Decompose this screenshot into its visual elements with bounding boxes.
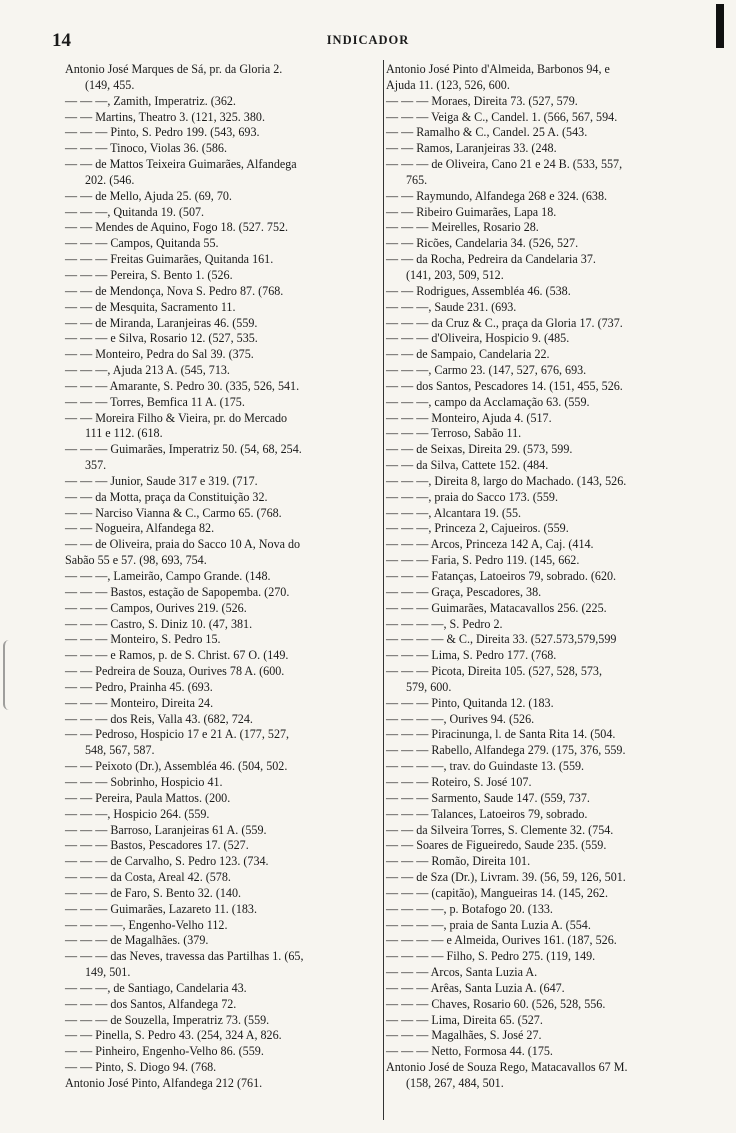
directory-line: — — Pinella, S. Pedro 43. (254, 324 A, 826. — [65, 1028, 282, 1043]
directory-line: — — Peixoto (Dr.), Assembléa 46. (504, 502. — [65, 759, 288, 774]
directory-line: — — — Torres, Bemfica 11 A. (175. — [65, 394, 245, 409]
directory-line: — — de Miranda, Laranjeiras 46. (559. — [65, 315, 258, 330]
directory-line: — — — Castro, S. Diniz 10. (47, 381. — [65, 616, 253, 631]
directory-line: — — Soares de Figueiredo, Saude 235. (559. — [386, 838, 607, 853]
directory-line: — — — Guimarães, Lazareto 11. (183. — [65, 901, 257, 916]
directory-line: 548, 567, 587. — [85, 743, 155, 758]
directory-line: Antonio José Pinto d'Almeida, Barbonos 94, e — [386, 62, 610, 76]
directory-line: — — — Guimarães, Matacavallos 256. (225. — [386, 600, 607, 615]
directory-line: — — — Barroso, Laranjeiras 61 A. (559. — [65, 822, 267, 837]
page-edge-mark — [716, 4, 724, 48]
directory-line: — — —, Hospicio 264. (559. — [65, 806, 210, 821]
directory-line: — — —, Quitanda 19. (507. — [65, 204, 205, 219]
directory-line: — — — Fatanças, Latoeiros 79, sobrado. (620. — [386, 569, 617, 583]
directory-line: — — — d'Oliveira, Hospicio 9. (485. — [386, 331, 570, 346]
directory-line: 111 e 112. (618. — [85, 426, 163, 441]
directory-line: 357. — [85, 458, 107, 473]
directory-line: — — da Silveira Torres, S. Clemente 32. (754. — [386, 822, 614, 837]
directory-line: — — — Terroso, Sabão 11. — [386, 426, 522, 441]
directory-line: — — — Junior, Saude 317 e 319. (717. — [65, 473, 258, 488]
directory-line: — — — Romão, Direita 101. — [386, 854, 531, 869]
directory-line: — — —, Alcantara 19. (55. — [386, 505, 522, 520]
directory-line: — — —, Direita 8, largo do Machado. (143, 526. — [386, 473, 627, 488]
directory-line: — — —, praia do Sacco 173. (559. — [386, 489, 558, 504]
directory-line: — — — Tinoco, Violas 36. (586. — [65, 141, 227, 156]
directory-line: — — —, Carmo 23. (147, 527, 676, 693. — [386, 363, 587, 378]
directory-line: — — — —, Engenho-Velho 112. — [65, 917, 228, 932]
directory-line: — — de Mattos Teixeira Guimarães, Alfandega — [65, 157, 297, 172]
directory-line: — — — Campos, Quitanda 55. — [65, 236, 219, 251]
directory-line: — — — Netto, Formosa 44. (175. — [386, 1044, 553, 1059]
directory-line: — — Pedroso, Hospicio 17 e 21 A. (177, 527, — [65, 727, 290, 742]
directory-line: — — de Mello, Ajuda 25. (69, 70. — [65, 188, 232, 203]
directory-line: — — — de Souzella, Imperatriz 73. (559. — [65, 1012, 270, 1027]
directory-line: — — dos Santos, Pescadores 14. (151, 455, 526. — [386, 378, 623, 393]
directory-line: — — — — & C., Direita 33. (527.573,579,599 — [386, 632, 617, 647]
directory-line: — — Monteiro, Pedra do Sal 39. (375. — [65, 347, 254, 362]
directory-line: (149, 455. — [85, 77, 135, 92]
directory-line: — — — dos Reis, Valla 43. (682, 724. — [65, 711, 253, 726]
directory-line: — — —, Saude 231. (693. — [386, 299, 517, 314]
directory-line: — — — Rabello, Alfandega 279. (175, 376, 559. — [386, 743, 626, 758]
directory-line: Sabão 55 e 57. (98, 693, 754. — [65, 553, 207, 568]
directory-line: — — — Meirelles, Rosario 28. — [386, 220, 539, 235]
directory-line: 202. (546. — [85, 172, 135, 187]
directory-line: — — — Monteiro, Ajuda 4. (517. — [386, 410, 552, 425]
directory-line: — — — Moraes, Direita 73. (527, 579. — [386, 93, 578, 108]
directory-line: 765. — [406, 172, 428, 187]
directory-line: — — — Arcos, Santa Luzia A. — [386, 965, 538, 980]
directory-line: — — — Campos, Ourives 219. (526. — [65, 600, 247, 615]
directory-line: — — — de Magalhães. (379. — [65, 933, 209, 948]
directory-line: — — Nogueira, Alfandega 82. — [65, 521, 215, 536]
directory-line: 579, 600. — [406, 679, 452, 694]
directory-line: — — — — e Almeida, Ourives 161. (187, 526. — [386, 933, 617, 948]
directory-line: — — — — Filho, S. Pedro 275. (119, 149. — [386, 949, 596, 964]
directory-line: — — — da Costa, Areal 42. (578. — [65, 870, 231, 885]
directory-line: — — Pinto, S. Diogo 94. (768. — [65, 1060, 217, 1075]
directory-line: — — de Sza (Dr.), Livram. 39. (56, 59, 126, 501. — [386, 870, 626, 885]
directory-line: — — — —, p. Botafogo 20. (133. — [386, 901, 553, 916]
running-head: INDICADOR — [326, 33, 410, 47]
directory-line: — — — de Faro, S. Bento 32. (140. — [65, 885, 242, 900]
directory-line: — — — das Neves, travessa das Partilhas 1. (65, — [65, 949, 304, 964]
directory-line: — — de Seixas, Direita 29. (573, 599. — [386, 442, 573, 457]
directory-line: Antonio José Marques de Sá, pr. da Gloria 2. — [65, 62, 283, 76]
directory-line: — — Pedreira de Souza, Ourives 78 A. (600. — [65, 664, 285, 679]
directory-line: — — — Arêas, Santa Luzia A. (647. — [386, 980, 565, 995]
directory-line: — — Ricões, Candelaria 34. (526, 527. — [386, 236, 579, 251]
directory-line: — — — Sarmento, Saude 147. (559, 737. — [386, 790, 590, 805]
column-divider — [383, 60, 384, 1120]
directory-line: — — — da Cruz & C., praça da Gloria 17. (737. — [386, 315, 623, 330]
directory-line: — — — —, trav. do Guindaste 13. (559. — [386, 759, 585, 774]
left-column — [65, 62, 377, 1092]
directory-line: — — —, Zamith, Imperatriz. (362. — [65, 93, 236, 108]
binding-strap — [3, 640, 23, 710]
directory-line: 149, 501. — [85, 965, 131, 980]
directory-line: (141, 203, 509, 512. — [406, 267, 504, 282]
directory-line: — — — Roteiro, S. José 107. — [386, 774, 532, 789]
directory-line: (158, 267, 484, 501. — [406, 1076, 504, 1090]
directory-line: — — — Piracinunga, l. de Santa Rita 14. (504. — [386, 727, 616, 742]
directory-line: — — — Pereira, S. Bento 1. (526. — [65, 267, 233, 282]
directory-line: — — de Sampaio, Candelaria 22. — [386, 347, 550, 362]
directory-line: — — — dos Santos, Alfandega 72. — [65, 996, 237, 1011]
directory-line: Antonio José de Souza Rego, Matacavallos 67 M. — [386, 1060, 628, 1075]
directory-line: — — — Bastos, estação de Sapopemba. (270. — [65, 584, 290, 599]
directory-line: — — — Chaves, Rosario 60. (526, 528, 556. — [386, 996, 606, 1011]
directory-line: — — — Freitas Guimarães, Quitanda 161. — [65, 252, 274, 267]
directory-line: — — —, Princeza 2, Cajueiros. (559. — [386, 521, 569, 536]
directory-line: — — — Lima, Direita 65. (527. — [386, 1012, 543, 1027]
directory-line: — — — Amarante, S. Pedro 30. (335, 526, 541. — [65, 378, 300, 393]
right-column — [386, 62, 698, 1092]
directory-line: — — —, campo da Acclamação 63. (559. — [386, 394, 590, 409]
directory-line: — — da Motta, praça da Constituição 32. — [65, 489, 268, 504]
directory-line: — — — Monteiro, S. Pedro 15. — [65, 632, 221, 647]
page-number: 14 — [52, 30, 71, 51]
directory-line: — — —, Ajuda 213 A. (545, 713. — [65, 363, 230, 378]
directory-line: — — Rodrigues, Assembléa 46. (538. — [386, 283, 571, 298]
directory-line: — — — de Carvalho, S. Pedro 123. (734. — [65, 854, 269, 869]
directory-line: — — — Lima, S. Pedro 177. (768. — [386, 648, 557, 663]
directory-line: — — — e Ramos, p. de S. Christ. 67 O. (149. — [65, 648, 289, 663]
directory-line: — — — de Oliveira, Cano 21 e 24 B. (533, 557, — [386, 157, 623, 172]
directory-line: — — — Monteiro, Direita 24. — [65, 695, 214, 710]
directory-line: Antonio José Pinto, Alfandega 212 (761. — [65, 1076, 263, 1090]
directory-line: — — Ribeiro Guimarães, Lapa 18. — [386, 204, 557, 219]
directory-line: — — Narciso Vianna & C., Carmo 65. (768. — [65, 505, 282, 520]
directory-line: — — Ramos, Laranjeiras 33. (248. — [386, 141, 557, 156]
directory-line: — — — e Silva, Rosario 12. (527, 535. — [65, 331, 258, 346]
directory-line: — — Martins, Theatro 3. (121, 325. 380. — [65, 109, 265, 124]
directory-line: — — — (capitão), Mangueiras 14. (145, 262. — [386, 885, 609, 900]
directory-line: — — — Guimarães, Imperatriz 50. (54, 68, 254. — [65, 442, 302, 457]
directory-line: — — Pedro, Prainha 45. (693. — [65, 679, 213, 694]
directory-line: — — —, de Santiago, Candelaria 43. — [65, 980, 247, 995]
directory-line: — — — Bastos, Pescadores 17. (527. — [65, 838, 249, 853]
directory-line: — — de Mendonça, Nova S. Pedro 87. (768. — [65, 283, 284, 298]
directory-line: — — Ramalho & C., Candel. 25 A. (543. — [386, 125, 588, 140]
directory-line: — — — Pinto, S. Pedro 199. (543, 693. — [65, 125, 260, 140]
directory-line: Ajuda 11. (123, 526, 600. — [386, 77, 510, 92]
directory-line: — — de Oliveira, praia do Sacco 10 A, Nova do — [65, 537, 301, 552]
directory-line: — — — Talances, Latoeiros 79, sobrado. — [386, 806, 588, 821]
directory-line: — — — Faria, S. Pedro 119. (145, 662. — [386, 553, 580, 568]
directory-line: — — — Picota, Direita 105. (527, 528, 573, — [386, 664, 602, 679]
directory-line: — — Mendes de Aquino, Fogo 18. (527. 752. — [65, 220, 289, 235]
directory-line: — — Pinheiro, Engenho-Velho 86. (559. — [65, 1044, 264, 1059]
directory-line: — — — Magalhães, S. José 27. — [386, 1028, 542, 1043]
directory-line: — — — Sobrinho, Hospicio 41. — [65, 774, 223, 789]
directory-line: — — — Graça, Pescadores, 38. — [386, 584, 542, 599]
directory-line: — — da Rocha, Pedreira da Candelaria 37. — [386, 252, 596, 267]
directory-line: — — Raymundo, Alfandega 268 e 324. (638. — [386, 188, 608, 203]
directory-line: — — — —, Ourives 94. (526. — [386, 711, 535, 726]
directory-line: — — — Veiga & C., Candel. 1. (566, 567, 594. — [386, 109, 618, 124]
directory-line: — — Moreira Filho & Vieira, pr. do Mercado — [65, 410, 288, 425]
directory-line: — — da Silva, Cattete 152. (484. — [386, 458, 549, 473]
directory-line: — — —, Lameirão, Campo Grande. (148. — [65, 569, 271, 583]
directory-line: — — Pereira, Paula Mattos. (200. — [65, 790, 231, 805]
directory-line: — — — Pinto, Quitanda 12. (183. — [386, 695, 554, 710]
directory-line: — — — —, praia de Santa Luzia A. (554. — [386, 917, 591, 932]
directory-line: — — — —, S. Pedro 2. — [386, 616, 503, 631]
directory-line: — — de Mesquita, Sacramento 11. — [65, 299, 236, 314]
directory-line: — — — Arcos, Princeza 142 A, Caj. (414. — [386, 537, 594, 552]
